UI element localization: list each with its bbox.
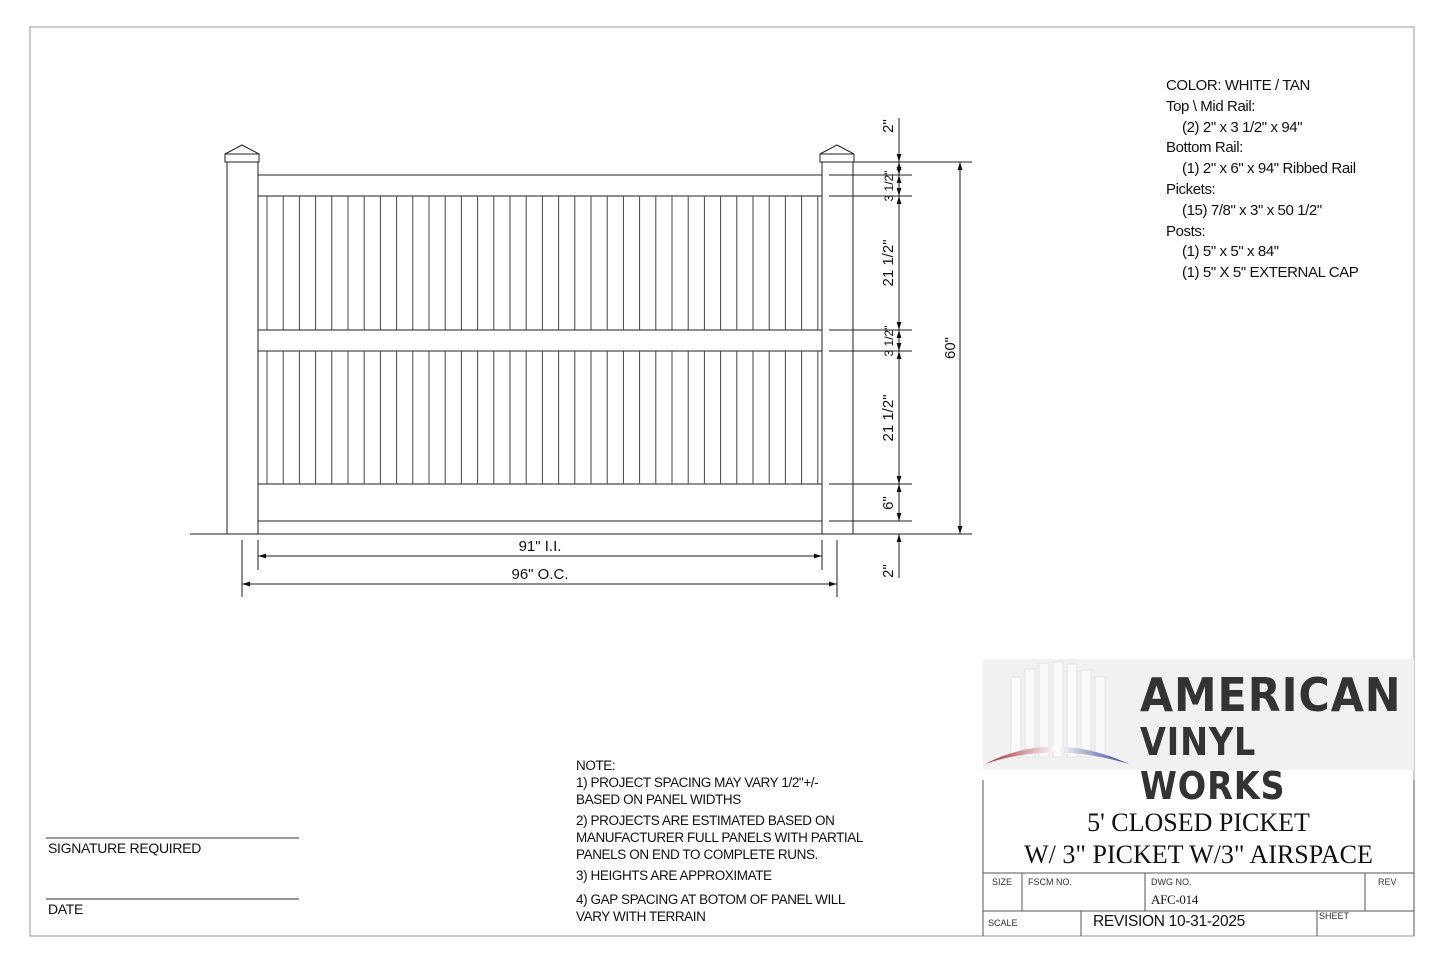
dim-bottom-rail: 6" <box>880 496 897 510</box>
spec-posts: (1) 5" x 5" x 84" <box>1182 243 1279 261</box>
note-2b: MANUFACTURER FULL PANELS WITH PARTIAL <box>576 830 863 845</box>
fence <box>225 145 854 534</box>
fence-logo-icon <box>983 659 1143 770</box>
note-3: 3) HEIGHTS ARE APPROXIMATE <box>576 868 772 883</box>
spec-color: COLOR: WHITE / TAN <box>1166 77 1310 94</box>
dim-top-rail: 3 1/2" <box>882 170 896 202</box>
signature-label: SIGNATURE REQUIRED <box>48 840 202 856</box>
note-1a: 1) PROJECT SPACING MAY VARY 1/2"+/- <box>576 775 819 790</box>
date-label: DATE <box>48 901 84 917</box>
spec-pickets-label: Pickets: <box>1166 180 1216 198</box>
size-label: SIZE <box>992 877 1013 887</box>
note-4b: VARY WITH TERRAIN <box>576 909 706 924</box>
scale-label: SCALE <box>988 918 1018 928</box>
spec-bottom-rail-label: Bottom Rail: <box>1166 139 1243 157</box>
drawing-title-line-2: W/ 3" PICKET W/3" AIRSPACE <box>1024 840 1373 869</box>
dimension-lines <box>190 118 972 597</box>
materials-list <box>1166 76 1358 284</box>
dim-on-center: 96" O.C. <box>511 566 569 583</box>
drawing-title-line-1: 5' CLOSED PICKET <box>1087 808 1310 837</box>
spec-top-mid-rail-label: Top \ Mid Rail: <box>1166 97 1256 115</box>
right-cap-peak <box>820 145 854 154</box>
note-4a: 4) GAP SPACING AT BOTOM OF PANEL WILL <box>576 892 846 907</box>
left-post <box>227 162 258 534</box>
sheet-label: SHEET <box>1319 911 1350 921</box>
dim-lower-pickets: 21 1/2" <box>880 394 897 442</box>
spec-pickets: (15) 7/8" x 3" x 50 1/2" <box>1182 201 1322 219</box>
mid-rail <box>258 330 822 351</box>
dwg-label: DWG NO. <box>1151 877 1192 887</box>
dim-overall-height: 60" <box>942 336 959 360</box>
right-post <box>822 162 853 534</box>
fscm-label: FSCM NO. <box>1028 877 1072 887</box>
dim-inside-width: 91" I.I. <box>518 538 562 555</box>
note-1b: BASED ON PANEL WIDTHS <box>576 792 741 807</box>
dim-upper-pickets: 21 1/2" <box>880 239 897 287</box>
spec-posts-label: Posts: <box>1166 222 1206 240</box>
spec-cap: (1) 5" X 5" EXTERNAL CAP <box>1182 264 1359 282</box>
bottom-rail <box>258 484 822 521</box>
revision-date: REVISION 10-31-2025 <box>1093 913 1245 930</box>
spec-bottom-rail: (1) 2" x 6" x 94" Ribbed Rail <box>1182 160 1356 178</box>
dim-top-gap: 2" <box>880 119 897 133</box>
note-2c: PANELS ON END TO COMPLETE RUNS. <box>576 847 818 862</box>
right-post-cap <box>820 154 854 162</box>
left-post-cap <box>225 154 259 162</box>
note-2a: 2) PROJECTS ARE ESTIMATED BASED ON <box>576 813 835 828</box>
top-rail <box>258 175 822 196</box>
logo-line-1: AMERICAN <box>1140 668 1402 722</box>
notes <box>576 757 863 925</box>
left-cap-peak <box>225 145 259 154</box>
rev-label: REV <box>1378 877 1397 887</box>
spec-top-mid-rail: (2) 2" x 3 1/2" x 94" <box>1182 118 1303 136</box>
dim-mid-rail: 3 1/2" <box>882 325 896 357</box>
dwg-number: AFC-014 <box>1151 892 1199 907</box>
notes-heading: NOTE: <box>576 758 616 773</box>
logo-line-2: VINYL WORKS <box>1140 720 1286 808</box>
dim-bottom-gap: 2" <box>880 564 897 578</box>
